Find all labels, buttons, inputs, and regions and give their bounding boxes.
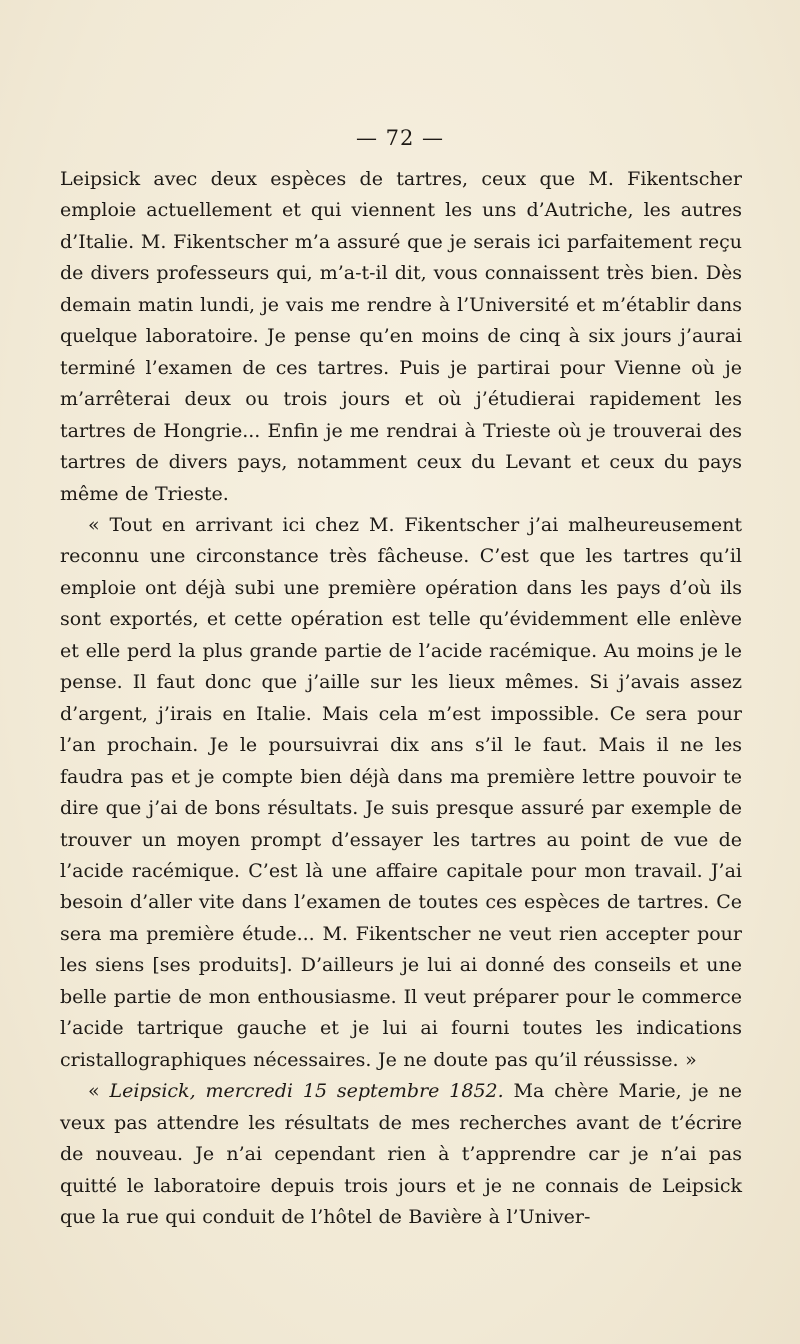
paragraph-2: « Tout en arrivant ici chez M. Fikentscher j’ai malheureusement reconnu une circonstance très fâcheuse. C’est que les tartres qu’il emploie ont déjà subi une première opération dans les pays d’où ils sont exportés, et cette opération est telle qu’évidemment elle enlève et elle perd la plus grande partie de l’acide racémique. Au moins je le pense. Il faut donc que j’aille sur les lieux mêmes. Si j’avais assez d’argent, j’irais en Italie. Mais cela m’est impossible. Ce sera pour l’an prochain. Je le poursuivrai dix ans s’il le faut. Mais il ne les faudra pas et je compte bien déjà dans ma première lettre pouvoir te dire que j’ai de bons résultats. Je suis presque assuré par exemple de trouver un moyen prompt d’essayer les tartres au point de vue de l’acide racémique. C’est là une affaire capitale pour mon travail. J’ai besoin d’aller vite dans l’examen de toutes ces espèces de tartres. Ce sera ma première étude... M. Fikentscher ne veut rien accepter pour les siens [ses produits]. D’ailleurs je lui ai donné des conseils et une belle partie de mon enthousiasme. Il veut préparer pour le commerce l’acide tartrique gauche et je lui ai fourni toutes les indications cristallographiques nécessaires. Je ne doute pas qu’il réussisse. » — [60, 513, 742, 1071]
body-text — [60, 164, 742, 1233]
paragraph-3 — [60, 1076, 742, 1233]
page-number: — 72 — — [355, 126, 445, 150]
letter-dateline: Leipsick, mercredi 15 septembre 1852. — [109, 1080, 504, 1103]
paragraph-3-text: Ma chère Marie, je ne veux pas attendre les résultats de mes recherches avant de t’écrire de nouveau. Je n’ai cependant rien à t’apprendre car je n’ai pas quitté le laboratoire depuis trois jours et je ne connais de Leipsick que la rue qui conduit de l’hôtel de Bavière à l’Univer- — [60, 1080, 742, 1228]
open-quote: « — [88, 1080, 110, 1103]
paragraph-1: Leipsick avec deux espèces de tartres, ceux que M. Fikentscher emploie actuellement et qui viennent les uns d’Autriche, les autres d’Italie. M. Fikentscher m’a assuré que je serais ici parfaitement reçu de divers professeurs qui, m’a-t-il dit, vous connaissent très bien. Dès demain matin lundi, je vais me rendre à l’Université et m’établir dans quelque laboratoire. Je pense qu’en moins de cinq à six jours j’aurai terminé l’examen de ces tartres. Puis je partirai pour Vienne où je m’arrêterai deux ou trois jours et où j’étudierai rapidement les tartres de Hongrie... Enfin je me rendrai à Trieste où je trouverai des tartres de divers pays, notamment ceux du Levant et ceux du pays même de Trieste. — [60, 168, 742, 505]
